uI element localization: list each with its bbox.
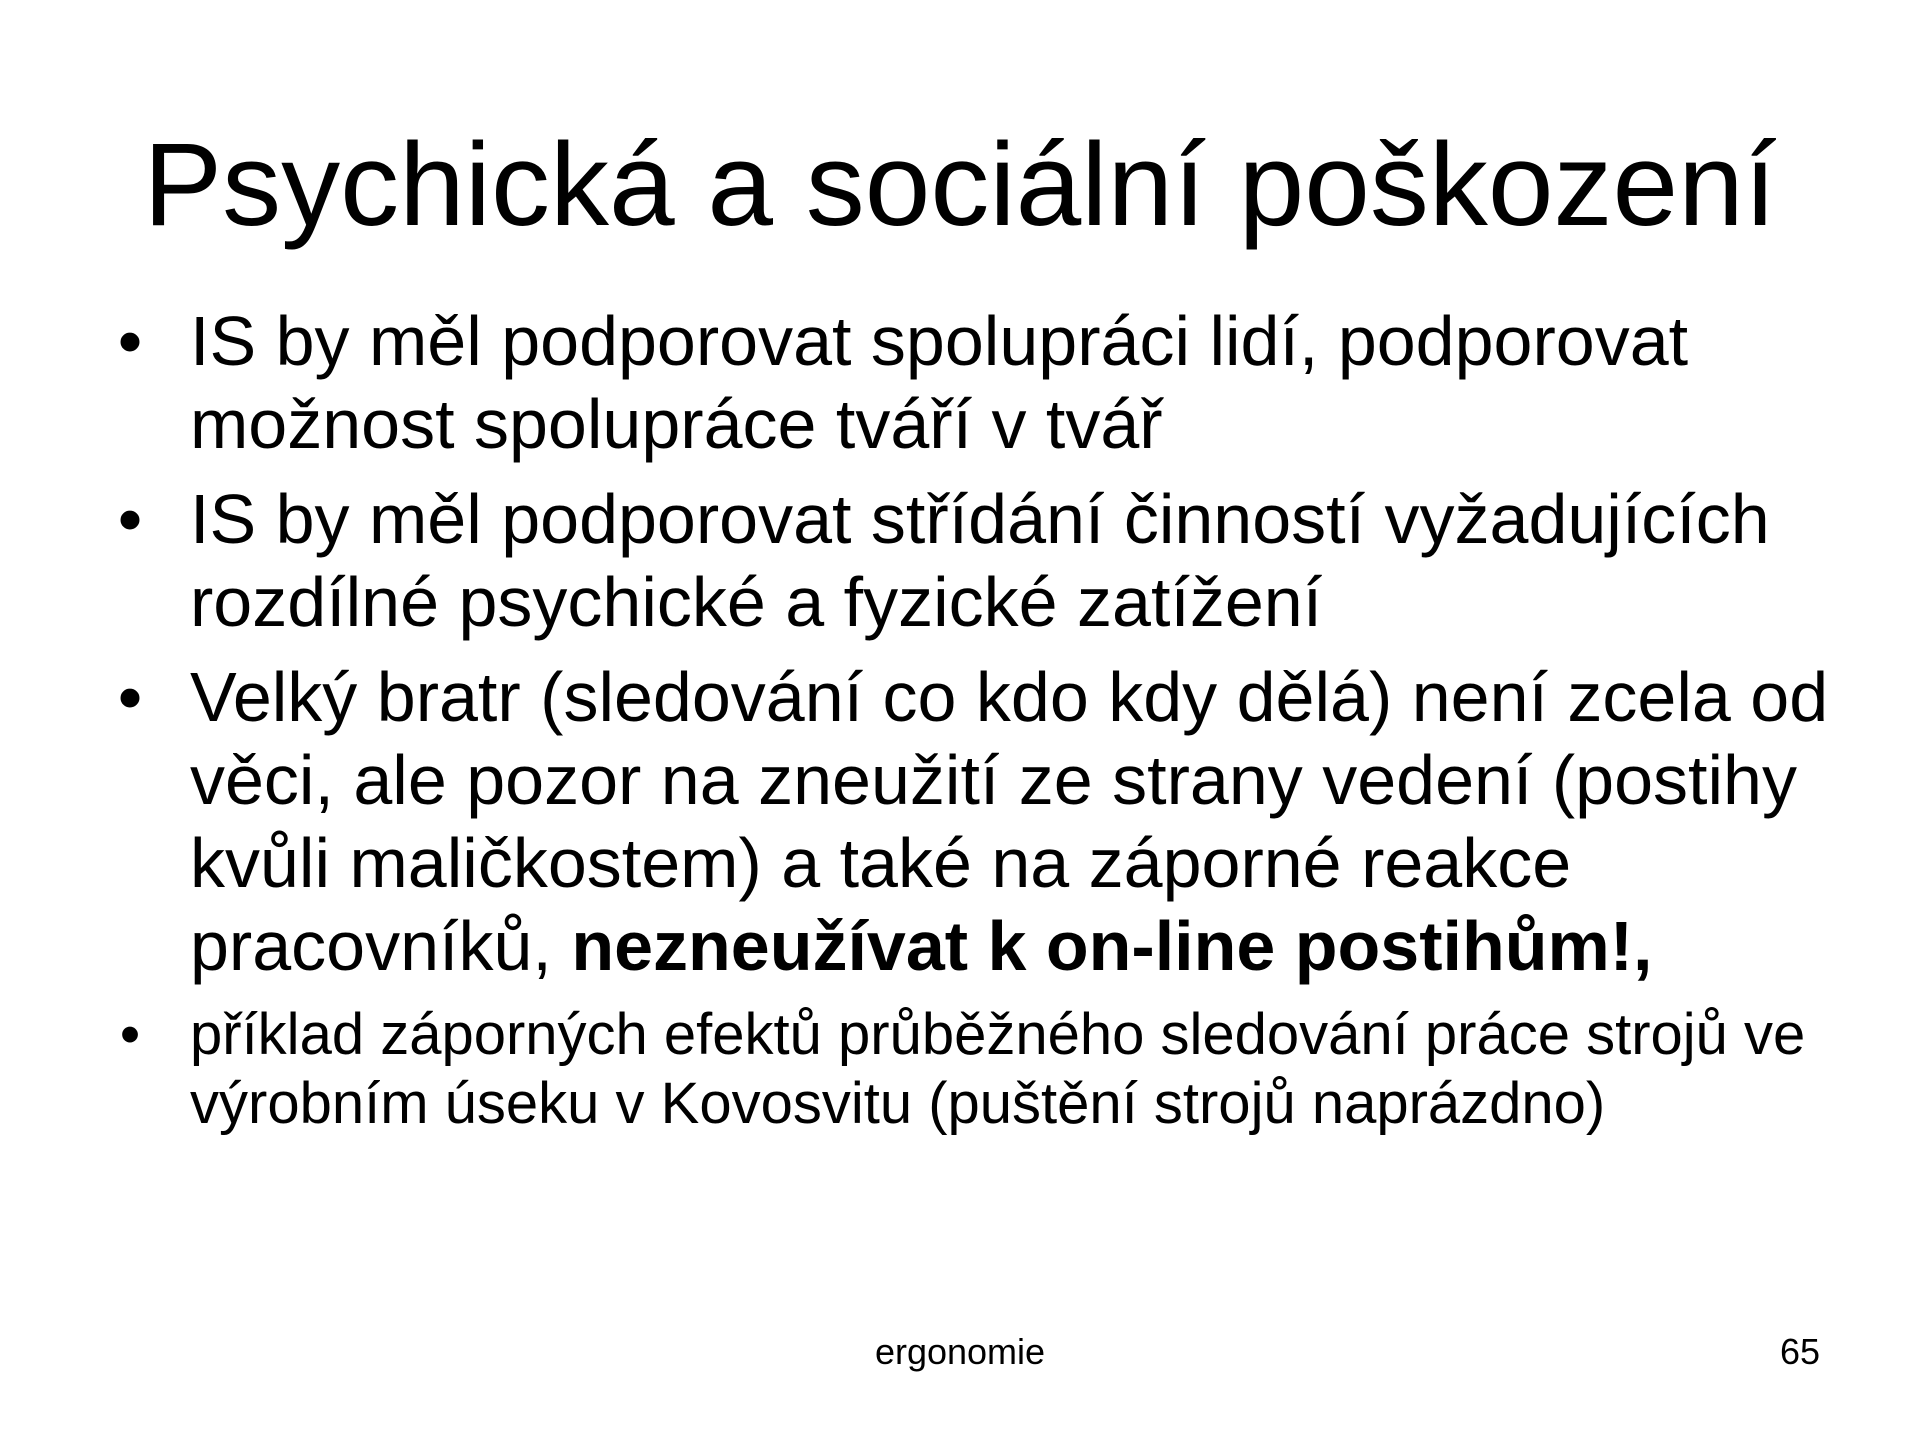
bullet-item xyxy=(110,478,1870,644)
bullet-item xyxy=(110,1000,1870,1138)
bullet-bold-text: nezneužívat k on-line postihům!, xyxy=(571,907,1653,985)
bullet-icon: • xyxy=(117,480,143,558)
bullet-text: Velký bratr (sledování co kdo kdy dělá) není zcela od věci, ale pozor na zneužití ze strany vedení (postihy kvůli maličkostem) a také na záporné reakce pracovníků, xyxy=(190,658,1829,985)
page-number: 65 xyxy=(1779,1331,1820,1372)
bullet-icon: • xyxy=(119,1002,141,1067)
footer-label: ergonomie xyxy=(874,1331,1046,1372)
bullet-text: IS by měl podporovat spolupráci lidí, podporovat možnost spolupráce tváří v tvář xyxy=(190,302,1689,463)
bullet-icon: • xyxy=(117,658,143,736)
bullet-icon: • xyxy=(117,302,143,380)
bullet-text: IS by měl podporovat střídání činností vyžadujících rozdílné psychické a fyzické zatížení xyxy=(190,480,1770,641)
bullet-item xyxy=(110,300,1870,466)
bullet-list xyxy=(110,300,1870,1150)
slide-title: Psychická a sociální poškození xyxy=(143,119,1777,251)
bullet-item xyxy=(110,656,1870,988)
bullet-text: příklad záporných efektů průběžného sledování práce strojů ve výrobním úseku v Kovosvitu (puštění strojů naprázdno) xyxy=(190,1002,1806,1136)
